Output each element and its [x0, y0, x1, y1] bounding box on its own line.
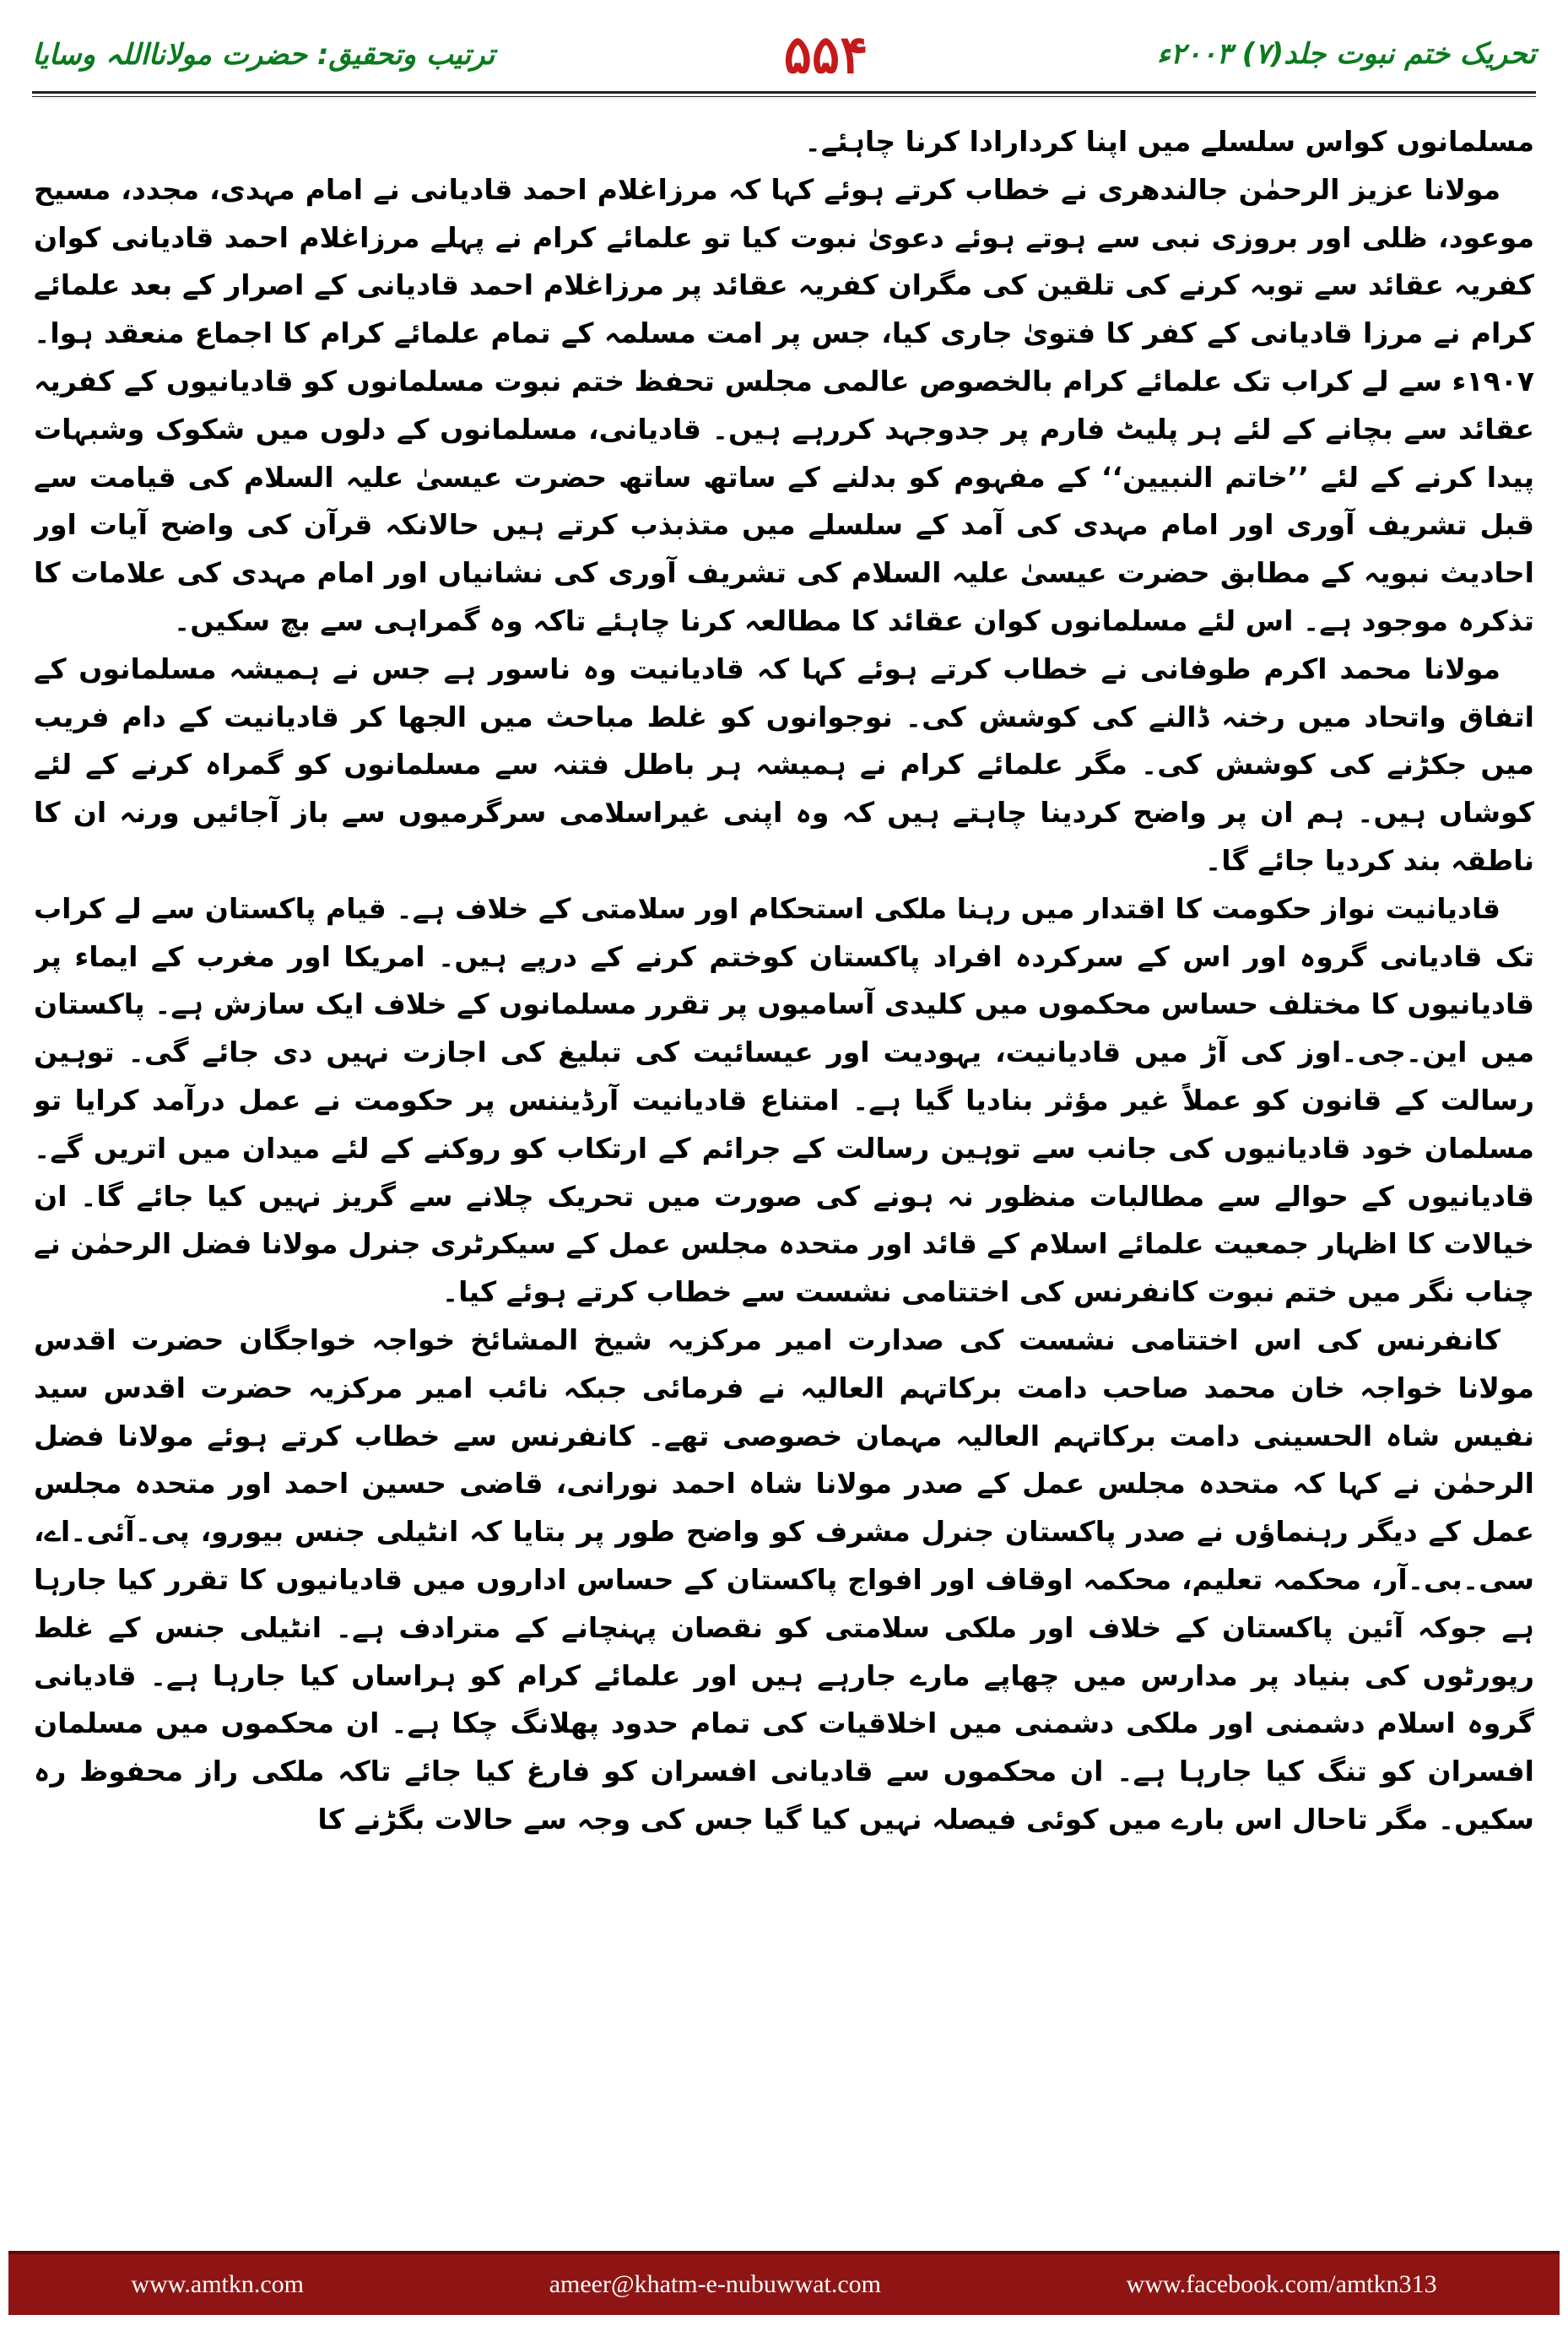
page-footer	[8, 2251, 1560, 2315]
paragraph: مولانا محمد اکرم طوفانی نے خطاب کرتے ہوئے کہا کہ قادیانیت وہ ناسور ہے جس نے ہمیشہ مسلمانوں کے اتفاق واتحاد میں رخنہ ڈالنے کی کوشش کی۔ نوجوانوں کو غلط مباحث میں الجھا کر قادیانیت کے دام فریب میں جکڑنے کی کوشش کی۔ مگر علمائے کرام نے ہمیشہ ہر باطل فتنہ سے مسلمانوں کو گمراہ کرنے کے لئے کوشاں ہیں۔ ہم ان پر واضح کردینا چاہتے ہیں کہ وہ اپنی غیراسلامی سرگرمیوں سے باز آجائیں ورنہ ان کا ناطقہ بند کردیا جائے گا۔	[34, 652, 1534, 877]
page-body	[34, 118, 1534, 2199]
paragraph: قادیانیت نواز حکومت کا اقتدار میں رہنا ملکی استحکام اور سلامتی کے خلاف ہے۔ قیام پاکستان سے لے کراب تک قادیانی گروہ اور اس کے سرکردہ افراد پاکستان کوختم کرنے کے درپے ہیں۔ امریکا اور مغرب کے ایماء پر قادیانیوں کا مختلف حساس محکموں میں کلیدی آسامیوں پر تقرر مسلمانوں کے خلاف ایک سازش ہے۔ پاکستان میں این۔جی۔اوز کی آڑ میں قادیانیت، یہودیت اور عیسائیت کی تبلیغ کی اجازت نہیں دی جائے گی۔ توہین رسالت کے قانون کو عملاً غیر مؤثر بنادیا گیا ہے۔ امتناع قادیانیت آرڈیننس پر حکومت نے عمل درآمد کرایا تو مسلمان خود قادیانیوں کی جانب سے توہین رسالت کے جرائم کے ارتکاب کو روکنے کے لئے میدان میں اتریں گے۔ قادیانیوں کے حوالے سے مطالبات منظور نہ ہونے کی صورت میں تحریک چلانے سے گریز نہیں کیا جائے گا۔ ان خیالات کا اظہار جمعیت علمائے اسلام کے قائد اور متحدہ مجلس عمل کے سیکرٹری جنرل مولانا فضل الرحمٰن نے چناب نگر میں ختم نبوت کانفرنس کی اختتامی نشست سے خطاب کرتے ہوئے کیا۔	[34, 891, 1534, 1309]
page-number: ۵۵۴	[783, 23, 868, 85]
header-divider	[32, 91, 1536, 97]
paragraph: کانفرنس کی اس اختتامی نشست کی صدارت امیر مرکزیہ شیخ المشائخ خواجہ خواجگان حضرت اقدس مولانا خواجہ خان محمد صاحب دامت برکاتہم العالیہ نے فرمائی جبکہ نائب امیر مرکزیہ حضرت اقدس سید نفیس شاہ الحسینی دامت برکاتہم العالیہ مہمان خصوصی تھے۔ کانفرنس سے خطاب کرتے ہوئے مولانا فضل الرحمٰن نے کہا کہ متحدہ مجلس عمل کے صدر مولانا شاہ احمد نورانی، قاضی حسین احمد اور متحدہ مجلس عمل کے دیگر رہنماؤں نے صدر پاکستان جنرل مشرف کو واضح طور پر بتایا کہ انٹیلی جنس بیورو، پی۔آئی۔اے، سی۔بی۔آر، محکمہ تعلیم، محکمہ اوقاف اور افواج پاکستان کے حساس اداروں میں قادیانیوں کا تقرر کیا جارہا ہے جوکہ آئین پاکستان کے خلاف اور ملکی سلامتی کو نقصان پہنچانے کے مترادف ہے۔ انٹیلی جنس کے غلط رپورٹوں کی بنیاد پر مدارس میں چھاپے مارے جارہے ہیں اور علمائے کرام کو ہراساں کیا جارہا ہے۔ قادیانی گروہ اسلام دشمنی اور ملکی دشمنی میں اخلاقیات کی تمام حدود پھلانگ چکا ہے۔ ان محکموں میں مسلمان افسران کو تنگ کیا جارہا ہے۔ ان محکموں سے قادیانی افسران کو فارغ کیا جائے تاکہ ملکی راز محفوظ رہ سکیں۔ مگر تاحال اس بارے میں کوئی فیصلہ نہیں کیا گیا جس کی وجہ سے حالات بگڑنے کا	[34, 1322, 1534, 1836]
compiler-credit: ترتیب وتحقیق: حضرت مولانااللہ وسایا	[32, 37, 495, 72]
paragraph: مسلمانوں کواس سلسلے میں اپنا کردارادا کرنا چاہئے۔	[804, 125, 1534, 158]
book-title: تحریک ختم نبوت جلد(۷) ۲۰۰۳ء	[1156, 37, 1536, 71]
footer-website-link[interactable]: www.amtkn.com	[131, 2270, 305, 2298]
paragraph: مولانا عزیز الرحمٰن جالندھری نے خطاب کرتے ہوئے کہا کہ مرزاغلام احمد قادیانی نے امام مہدی، مجدد، مسیح موعود، ظلی اور بروزی نبی سے ہوتے ہوئے دعویٰ نبوت کیا تو علمائے کرام نے پہلے مرزاغلام احمد قادیانی کوان کفریہ عقائد سے توبہ کرنے کی تلقین کی مگران کفریہ عقائد پر مرزاغلام احمد قادیانی کے اصرار کے بعد علمائے کرام نے مرزا قادیانی کے کفر کا فتویٰ جاری کیا، جس پر امت مسلمہ کے تمام علمائے کرام کا اجماع منعقد ہوا۔۱۹۰۷ء سے لے کراب تک علمائے کرام بالخصوص عالمی مجلس تحفظ ختم نبوت مسلمانوں کو قادیانیوں کے کفریہ عقائد سے بچانے کے لئے ہر پلیٹ فارم پر جدوجہد کررہے ہیں۔ قادیانی، مسلمانوں کے دلوں میں شکوک وشبہات پیدا کرنے کے لئے ’’خاتم النبیین‘‘ کے مفہوم کو بدلنے کے ساتھ ساتھ حضرت عیسیٰ علیہ السلام کی قیامت سے قبل تشریف آوری اور امام مہدی کی آمد کے سلسلے میں متذبذب کرتے ہیں حالانکہ قرآن کی واضح آیات اور احادیث نبویہ کے مطابق حضرت عیسیٰ علیہ السلام کی تشریف آوری کی نشانیاں اور امام مہدی کی علامات کا تذکرہ موجود ہے۔ اس لئے مسلمانوں کوان عقائد کا مطالعہ کرنا چاہئے تاکہ وہ گمراہی سے بچ سکیں۔	[34, 172, 1534, 637]
footer-facebook-link[interactable]: www.facebook.com/amtkn313	[1126, 2270, 1437, 2298]
page-header	[32, 24, 1536, 84]
footer-email-link[interactable]: ameer@khatm-e-nubuwwat.com	[549, 2270, 881, 2298]
